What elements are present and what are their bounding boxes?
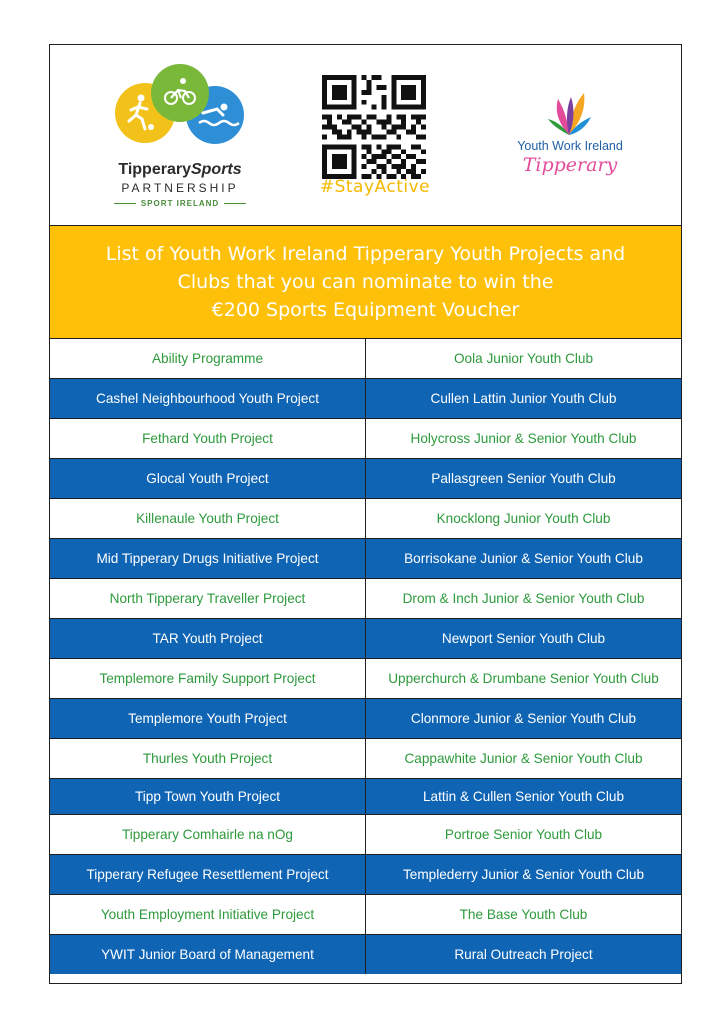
table-row [50, 338, 681, 378]
youth-project-cell: North Tipperary Traveller Project [50, 579, 366, 618]
youth-project-cell: Tipperary Comhairle na nOg [50, 815, 366, 854]
youth-project-cell: Cashel Neighbourhood Youth Project [50, 379, 366, 418]
ywi-name-label: Youth Work Ireland [517, 139, 623, 153]
youth-project-cell: Mid Tipperary Drugs Initiative Project [50, 539, 366, 578]
youth-project-cell: Youth Employment Initiative Project [50, 895, 366, 934]
youth-club-cell: Holycross Junior & Senior Youth Club [366, 419, 681, 458]
table-row [50, 658, 681, 698]
youth-club-cell: Cappawhite Junior & Senior Youth Club [366, 739, 681, 778]
youth-project-cell: Fethard Youth Project [50, 419, 366, 458]
youth-work-ireland-logo [500, 87, 640, 197]
youth-project-cell: Tipp Town Youth Project [50, 779, 366, 814]
youth-club-cell: Upperchurch & Drumbane Senior Youth Club [366, 659, 681, 698]
table-row [50, 934, 681, 974]
youth-club-cell: Rural Outreach Project [366, 935, 681, 974]
tsp-brand-name: TipperarySports [118, 161, 242, 178]
table-row [50, 578, 681, 618]
sport-rings-icon [105, 63, 255, 155]
tsp-sport-ireland-label: SPORT IRELAND [105, 199, 255, 208]
tipperary-sports-partnership-logo [105, 63, 255, 213]
poster-frame [49, 44, 682, 984]
youth-club-cell: Borrisokane Junior & Senior Youth Club [366, 539, 681, 578]
youth-project-cell: Thurles Youth Project [50, 739, 366, 778]
youth-club-cell: Newport Senior Youth Club [366, 619, 681, 658]
youth-club-cell: The Base Youth Club [366, 895, 681, 934]
ywi-region-label: Tipperary [522, 154, 618, 176]
youth-project-cell: Killenaule Youth Project [50, 499, 366, 538]
youth-project-cell: Templemore Family Support Project [50, 659, 366, 698]
table-row [50, 894, 681, 934]
table-row [50, 378, 681, 418]
title-line-3: €200 Sports Equipment Voucher [211, 299, 520, 321]
youth-club-cell: Pallasgreen Senior Youth Club [366, 459, 681, 498]
table-row [50, 698, 681, 738]
youth-club-cell: Oola Junior Youth Club [366, 339, 681, 378]
table-row [50, 418, 681, 458]
title-line-2: Clubs that you can nominate to win the [177, 271, 554, 293]
youth-project-cell: Tipperary Refugee Resettlement Project [50, 855, 366, 894]
youth-club-cell: Cullen Lattin Junior Youth Club [366, 379, 681, 418]
table-row [50, 778, 681, 814]
nominee-table [50, 338, 681, 974]
youth-club-cell: Drom & Inch Junior & Senior Youth Club [366, 579, 681, 618]
table-row [50, 618, 681, 658]
logo-header [50, 45, 681, 225]
youth-club-cell: Knocklong Junior Youth Club [366, 499, 681, 538]
youth-club-cell: Portroe Senior Youth Club [366, 815, 681, 854]
table-row [50, 498, 681, 538]
youth-club-cell: Clonmore Junior & Senior Youth Club [366, 699, 681, 738]
youth-project-cell: Templemore Youth Project [50, 699, 366, 738]
youth-project-cell: Glocal Youth Project [50, 459, 366, 498]
table-row [50, 738, 681, 778]
table-row [50, 538, 681, 578]
stay-active-hashtag: #StayActive [319, 177, 431, 197]
table-row [50, 814, 681, 854]
youth-club-cell: Lattin & Cullen Senior Youth Club [366, 779, 681, 814]
youth-project-cell: Ability Programme [50, 339, 366, 378]
youth-club-cell: Templederry Junior & Senior Youth Club [366, 855, 681, 894]
qr-code-icon [322, 75, 426, 179]
table-row [50, 854, 681, 894]
youth-project-cell: YWIT Junior Board of Management [50, 935, 366, 974]
table-row [50, 458, 681, 498]
flame-leaf-icon [544, 87, 594, 137]
youth-project-cell: TAR Youth Project [50, 619, 366, 658]
title-line-1: List of Youth Work Ireland Tipperary Youth Projects and [105, 243, 626, 265]
title-banner [50, 225, 681, 338]
tsp-partnership-label: PARTNERSHIP [121, 181, 239, 195]
